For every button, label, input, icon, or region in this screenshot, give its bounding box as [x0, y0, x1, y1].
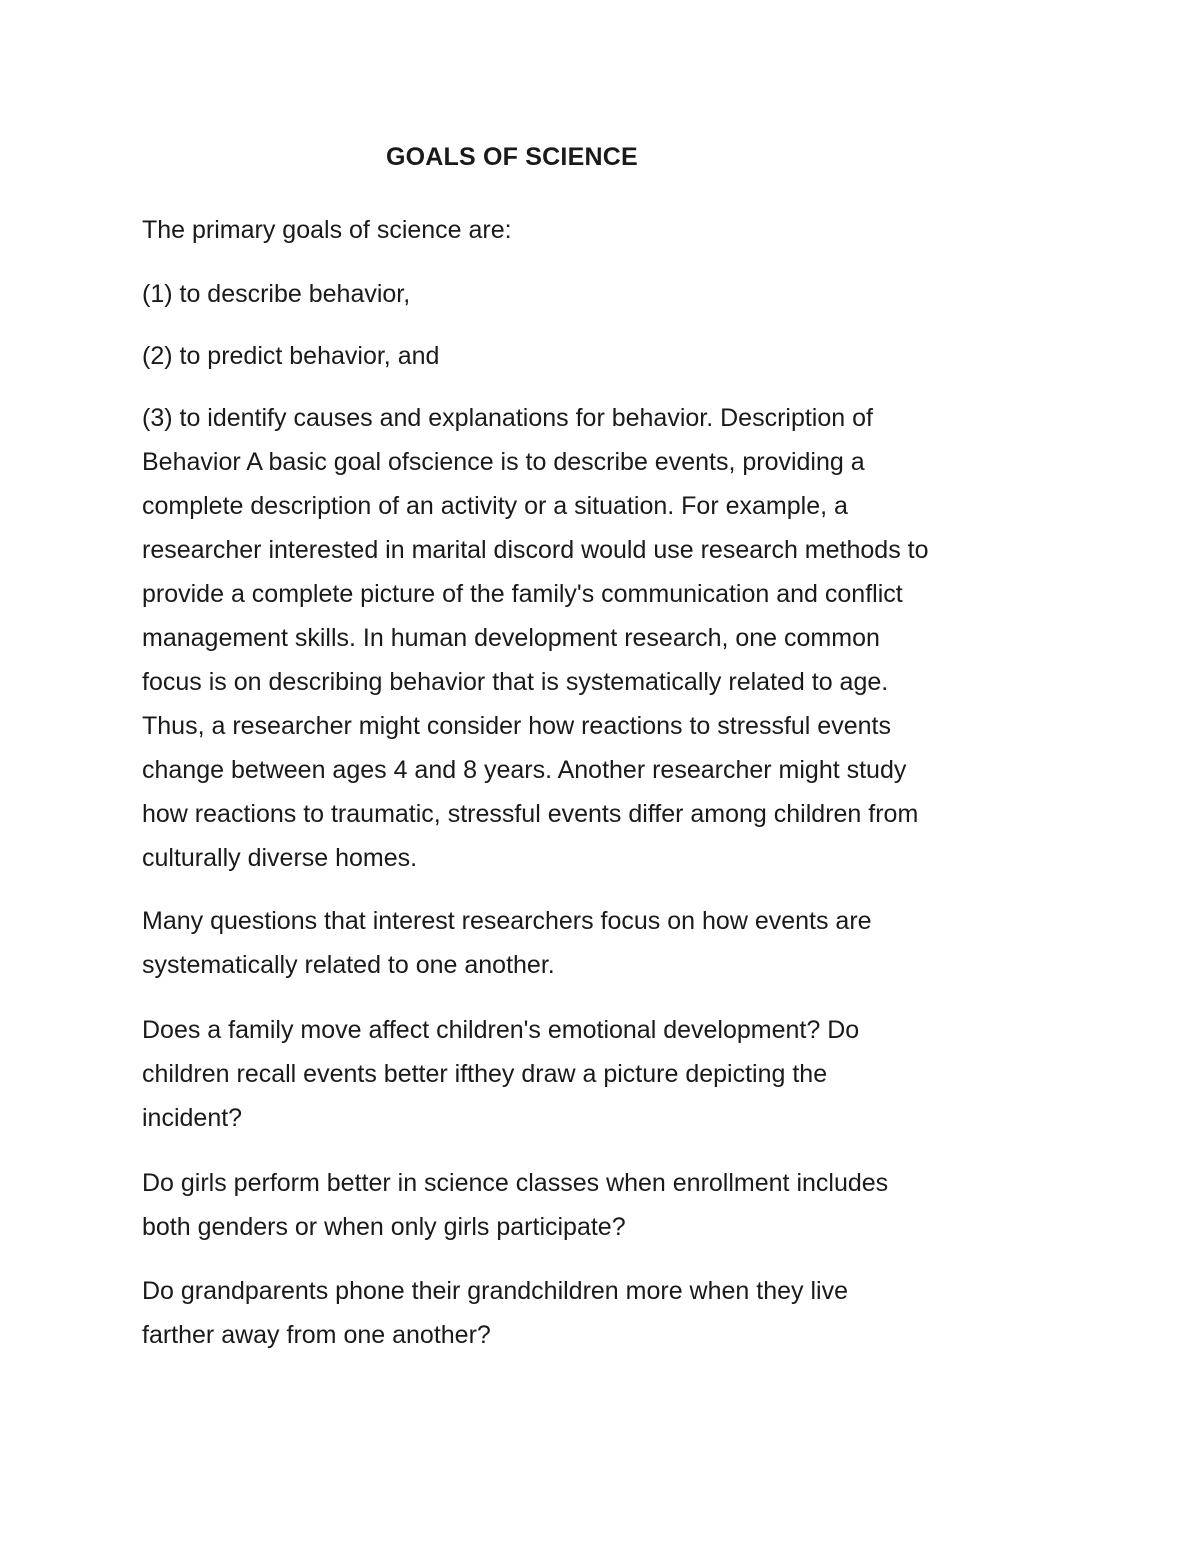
text-line: complete description of an activity or a situation. For example, a [142, 492, 848, 520]
paragraph-intro [142, 208, 1072, 252]
text-line: how reactions to traumatic, stressful events differ among children from [142, 800, 919, 828]
paragraph-goal-2 [142, 334, 1072, 378]
paragraph-grandparents [142, 1269, 1072, 1357]
text-line: (1) to describe behavior, [142, 280, 411, 308]
text-line: Do grandparents phone their grandchildren more when they live [142, 1277, 848, 1305]
text-line: focus is on describing behavior that is systematically related to age. [142, 668, 889, 696]
text-line: provide a complete picture of the family's communication and conflict [142, 580, 903, 608]
text-line: incident? [142, 1104, 243, 1132]
text-line: Does a family move affect children's emotional development? Do [142, 1016, 860, 1044]
text-line: (3) to identify causes and explanations for behavior. Description of [142, 404, 873, 432]
paragraph-goal-1 [142, 272, 1072, 316]
paragraph-family-move [142, 1008, 1072, 1140]
text-line: children recall events better ifthey draw a picture depicting the [142, 1060, 828, 1088]
text-line: Behavior A basic goal ofscience is to describe events, providing a [142, 448, 865, 476]
paragraph-girls-science [142, 1161, 1072, 1249]
text-line: The primary goals of science are: [142, 216, 512, 244]
text-line: both genders or when only girls participate? [142, 1213, 626, 1241]
text-line: systematically related to one another. [142, 951, 555, 979]
document-title: GOALS OF SCIENCE [386, 143, 638, 171]
text-line: researcher interested in marital discord would use research methods to [142, 536, 929, 564]
text-line: culturally diverse homes. [142, 844, 418, 872]
text-line: change between ages 4 and 8 years. Another researcher might study [142, 756, 907, 784]
text-line: (2) to predict behavior, and [142, 342, 440, 370]
paragraph-questions [142, 899, 1072, 987]
text-line: Do girls perform better in science classes when enrollment includes [142, 1169, 889, 1197]
paragraph-goal-3 [142, 396, 1072, 880]
text-line: farther away from one another? [142, 1321, 491, 1349]
text-line: Thus, a researcher might consider how reactions to stressful events [142, 712, 891, 740]
text-line: Many questions that interest researchers focus on how events are [142, 907, 872, 935]
text-line: management skills. In human development research, one common [142, 624, 880, 652]
